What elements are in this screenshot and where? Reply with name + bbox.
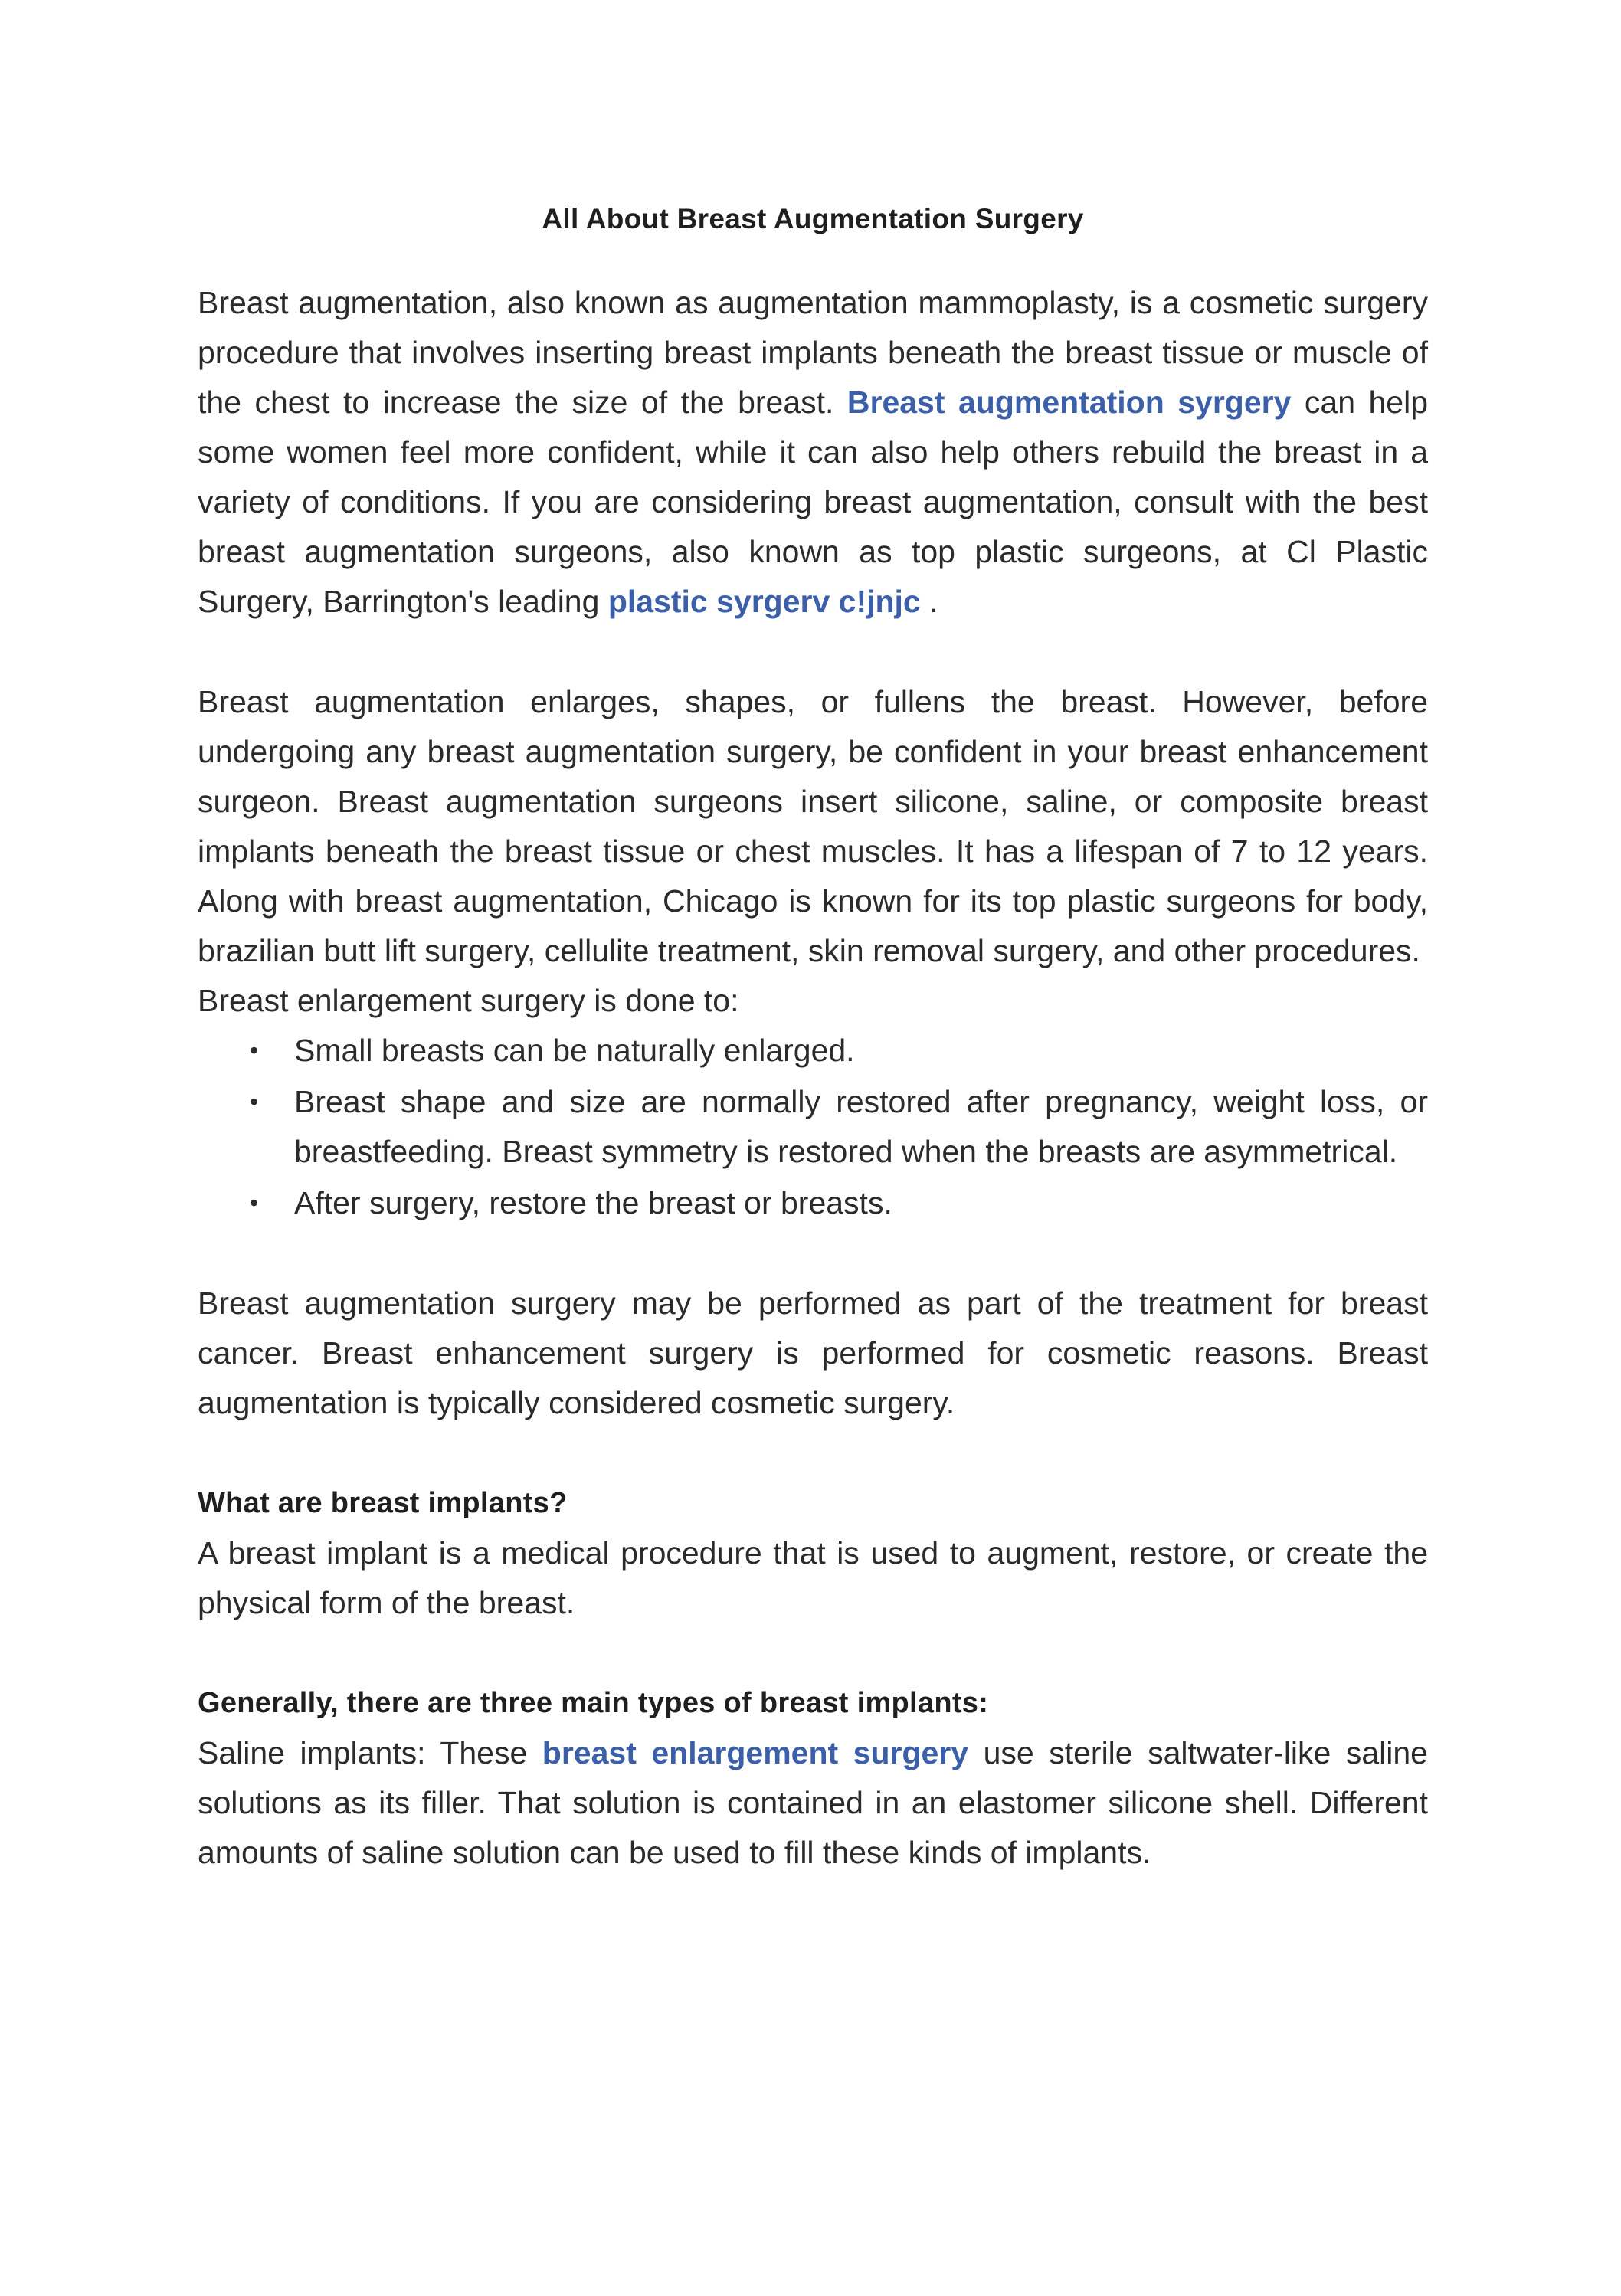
intro-text-1: Breast augmentation, also known as augmentation mammoplasty, is a cosmetic surgery procedure that involves inserting breast implants beneath the breast tissue or muscle of the chest to increase the size of the breast.: [198, 285, 1428, 420]
saline-text-1: Saline implants: These: [198, 1735, 542, 1770]
saline-text-2: use sterile saltwater-like saline solutions as its filler. That solution is contained in an elastomer silicone shell. Different amounts of saline solution can be used to fill these kinds of implants.: [198, 1735, 1428, 1870]
cancer-treatment-paragraph: Breast augmentation surgery may be performed as part of the treatment for breast cancer. Breast enhancement surgery is performed for cosmetic reasons. Breast augmentation is typically considered cosmetic surgery.: [198, 1286, 1428, 1420]
reasons-list-wrapper: [198, 1026, 1428, 1228]
breast-augmentation-link[interactable]: Breast augmentation syrgery: [847, 385, 1292, 420]
list-item: • Breast shape and size are normally restored after pregnancy, weight loss, or breastfeeding. Breast symmetry is restored when the breasts are asymmetrical.: [198, 1077, 1428, 1177]
list-item: • After surgery, restore the breast or breasts.: [198, 1178, 1428, 1228]
document-title: All About Breast Augmentation Surgery: [542, 203, 1084, 234]
implant-definition-paragraph: A breast implant is a medical procedure that is used to augment, restore, or create the physical form of the breast.: [198, 1535, 1428, 1620]
intro-text-2: can help some women feel more confident, while it can also help others rebuild the breast in a variety of conditions. If you are considering breast augmentation, consult with the best breast augmentation surgeons, also known as top plastic surgeons, at Cl Plastic Surgery, Barrington's leading: [198, 385, 1428, 619]
reasons-list: [198, 1026, 1428, 1228]
saline-implants-paragraph: [198, 1728, 1428, 1878]
implant-types-heading: Generally, there are three main types of breast implants:: [198, 1687, 989, 1719]
intro-paragraph: [198, 278, 1428, 627]
document-page: [198, 203, 1428, 1878]
list-lead-text: Breast enlargement surgery is done to:: [198, 983, 739, 1018]
intro-text-3: .: [920, 584, 938, 619]
implants-heading: What are breast implants?: [198, 1487, 568, 1519]
breast-enlargement-surgery-link[interactable]: breast enlargement surgery: [542, 1735, 969, 1770]
list-item: • Small breasts can be naturally enlarged.: [198, 1026, 1428, 1076]
enlarges-paragraph: Breast augmentation enlarges, shapes, or fullens the breast. However, before undergoing any breast augmentation surgery, be confident in your breast enhancement surgeon. Breast augmentation surgeons insert silicone, saline, or composite breast implants beneath the breast tissue or chest muscles. It has a lifespan of 7 to 12 years. Along with breast augmentation, Chicago is known for its top plastic surgeons for body, brazilian butt lift surgery, cellulite treatment, skin removal surgery, and other procedures.: [198, 684, 1428, 968]
plastic-surgery-clinic-link[interactable]: plastic syrgerv c!jnjc: [607, 584, 921, 619]
